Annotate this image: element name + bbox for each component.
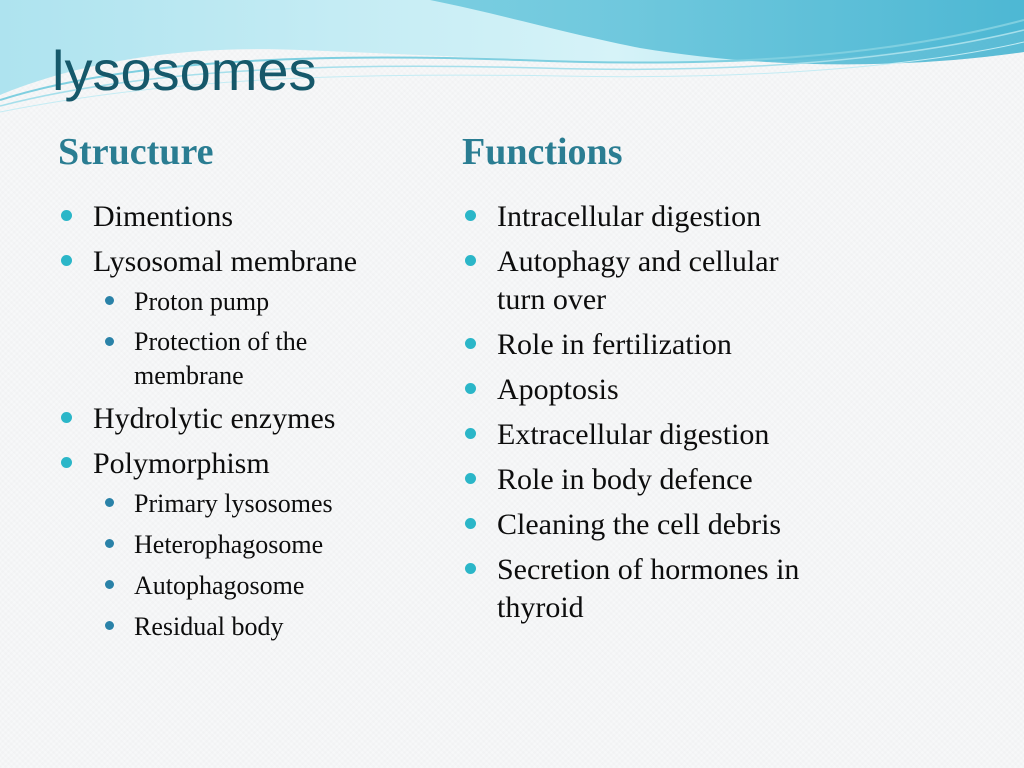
bullet-icon [105, 337, 114, 346]
list-item [58, 400, 428, 438]
bullet-icon [61, 412, 72, 423]
list-item-label: Secretion of hormones in thyroid [497, 553, 800, 624]
bullet-icon [105, 296, 114, 305]
sublist-item-label: Proton pump [134, 287, 270, 316]
list-item-label: Role in body defence [497, 463, 753, 496]
list-item [462, 551, 877, 627]
sublist-item-label: Autophagosome [134, 571, 305, 600]
list-item [462, 461, 882, 499]
list-item [58, 243, 428, 393]
bullet-icon [105, 539, 114, 548]
list-item-label: Intracellular digestion [497, 200, 762, 233]
list-item-label: Hydrolytic enzymes [93, 402, 336, 435]
bullet-icon [465, 338, 476, 349]
bullet-icon [465, 383, 476, 394]
sublist-item-label: Protection of the membrane [134, 327, 308, 390]
bullet-icon [61, 255, 72, 266]
sublist-item [93, 325, 364, 393]
list-item-label: Polymorphism [93, 447, 270, 480]
sublist-item-label: Heterophagosome [134, 530, 324, 559]
sublist-item [93, 284, 428, 319]
list-item-label: Role in fertilization [497, 328, 732, 361]
list-item [462, 371, 882, 409]
sublist-item-label: Primary lysosomes [134, 489, 333, 518]
bullet-icon [465, 210, 476, 221]
list-item-label: Lysosomal membrane [93, 245, 358, 278]
structure-list [58, 198, 428, 644]
structure-column [58, 128, 428, 651]
functions-list [462, 198, 882, 627]
list-item-label: Autophagy and cellular turn over [497, 245, 779, 316]
list-item [462, 416, 882, 454]
structure-heading: Structure [58, 131, 214, 173]
list-item-label: Extracellular digestion [497, 418, 770, 451]
sublist [93, 284, 428, 393]
bullet-icon [61, 457, 72, 468]
bullet-icon [465, 255, 476, 266]
sublist-item-label: Residual body [134, 612, 284, 641]
bullet-icon [105, 621, 114, 630]
list-item-label: Apoptosis [497, 373, 619, 406]
slide-title: lysosomes [52, 39, 317, 102]
bullet-icon [465, 473, 476, 484]
bullet-icon [61, 210, 72, 221]
list-item [462, 506, 882, 544]
sublist-item [93, 609, 428, 644]
list-item-label: Dimentions [93, 200, 233, 233]
sublist [93, 486, 428, 644]
sublist-item [93, 527, 428, 562]
functions-heading: Functions [462, 131, 623, 173]
bullet-icon [105, 580, 114, 589]
sublist-item [93, 568, 428, 603]
list-item [462, 198, 882, 236]
list-item-label: Cleaning the cell debris [497, 508, 782, 541]
list-item [58, 198, 428, 236]
bullet-icon [465, 518, 476, 529]
list-item [58, 445, 428, 644]
list-item [462, 326, 882, 364]
bullet-icon [465, 563, 476, 574]
bullet-icon [105, 498, 114, 507]
list-item [462, 243, 827, 319]
functions-column [462, 128, 882, 634]
bullet-icon [465, 428, 476, 439]
sublist-item [93, 486, 428, 521]
